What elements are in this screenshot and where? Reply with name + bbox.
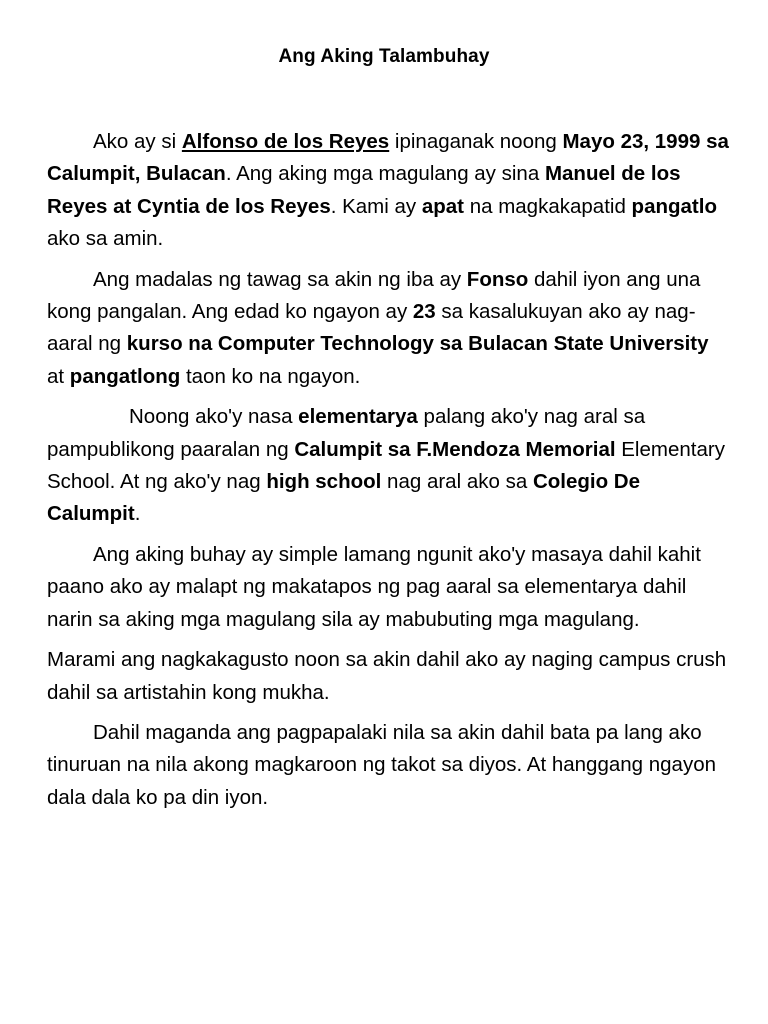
bold-text-run: pangatlo: [631, 194, 717, 218]
document-title: Ang Aking Talambuhay: [278, 46, 490, 67]
text-run: Noong ako'y nasa: [129, 405, 299, 429]
text-run: at: [47, 364, 70, 388]
text-run: Ang madalas ng tawag sa akin ng iba ay: [93, 267, 467, 291]
bold-text-run: apat: [421, 194, 465, 218]
bold-text-run: Manuel de los Reyes at Cyntia de los Reyes: [47, 162, 681, 218]
bold-text-run: 1999 sa Calumpit, Bulacan: [47, 130, 729, 186]
text-run: sa kasalukuyan ako ay nag-aaral ng: [47, 300, 696, 356]
bold-text-run: Fonso: [466, 267, 529, 291]
bold-text-run: Alfonso de los Reyes: [181, 130, 390, 153]
bold-text-run: pangatlong: [69, 364, 181, 388]
paragraph: [47, 539, 729, 636]
text-run: ako sa amin.: [47, 227, 164, 251]
paragraph: [47, 401, 729, 531]
bold-text-run: elementarya: [298, 405, 418, 429]
text-run: . Kami ay: [330, 194, 422, 218]
text-run: ipinaganak noong: [389, 130, 563, 153]
text-run: Marami ang nagkakagusto noon sa akin dahil ako ay naging campus crush dahil sa artistahin kong mukha.: [47, 648, 727, 704]
bold-text-run: kurso na Computer Technology sa Bulacan State University: [126, 332, 709, 356]
text-run: .: [134, 502, 141, 526]
text-run: nag aral ako sa: [381, 470, 533, 494]
text-run: taon ko na ngayon.: [180, 364, 361, 388]
bold-text-run: high school: [266, 470, 382, 494]
text-run: . Ang aking mga magulang ay sina: [225, 162, 545, 186]
paragraph: [47, 126, 729, 256]
text-run: Dahil maganda ang pagpapalaki nila sa akin dahil bata pa lang ako tinuruan na nila akong magkaroon ng takot sa diyos. At hanggang ngayon dala dala ko pa din iyon.: [47, 720, 717, 809]
paragraph: [47, 644, 729, 709]
paragraph: [47, 264, 729, 394]
text-run: Ako ay si: [93, 130, 182, 153]
bold-text-run: Colegio De Calumpit: [47, 470, 641, 526]
bold-text-run: 23: [412, 300, 436, 324]
text-run: na magkakapatid: [464, 194, 632, 218]
bold-text-run: Calumpit sa F.Mendoza Memorial: [294, 437, 616, 461]
text-run: palang ako'y nag aral sa pampublikong paaralan ng: [47, 405, 646, 461]
bold-text-run: Mayo 23,: [562, 130, 655, 153]
document-body: [47, 126, 729, 822]
text-run: Ang aking buhay ay simple lamang ngunit ako'y masaya dahil kahit paano ako ay malapt ng makatapos ng pag aaral sa elementarya dahil narin sa aking mga magulang sila ay mabubuting mga magulang.: [47, 542, 701, 631]
paragraph: [47, 717, 729, 814]
text-run: dahil iyon ang una kong pangalan. Ang edad ko ngayon ay: [47, 267, 701, 324]
text-run: Elementary School. At ng ako'y nag: [47, 437, 725, 494]
